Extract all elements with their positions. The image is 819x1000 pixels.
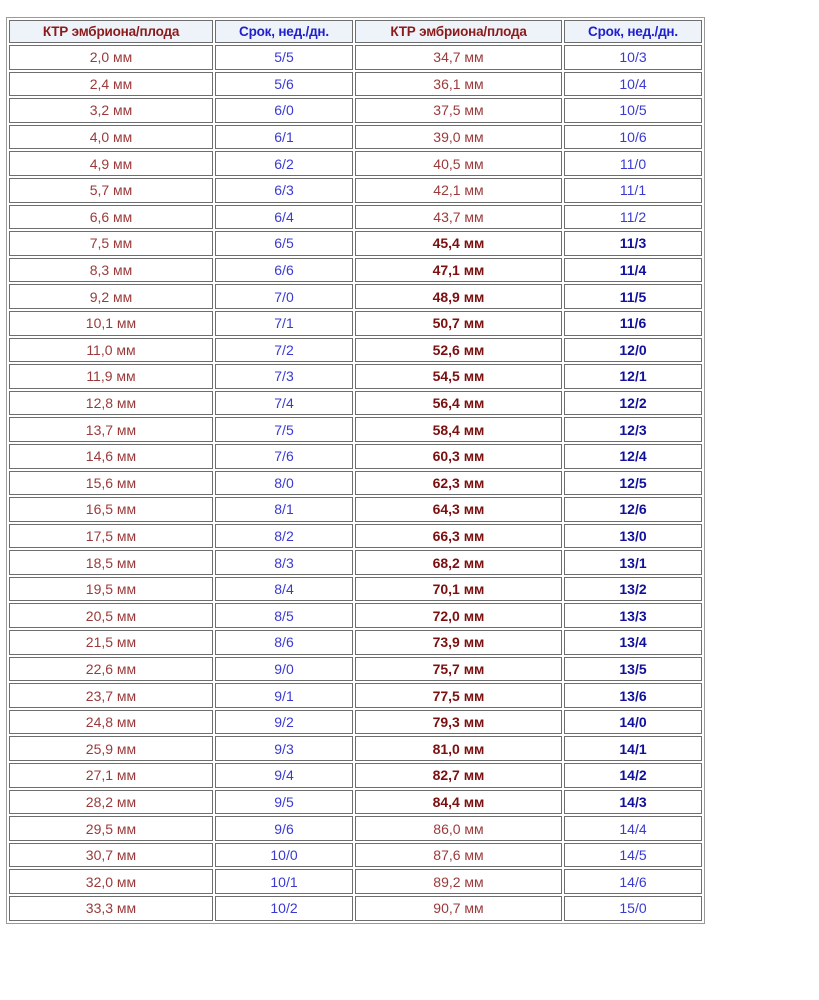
cell-term-left: 10/0 [215,843,353,868]
cell-ktr-right: 42,1 мм [355,178,562,203]
table-row [9,151,702,176]
cell-ktr-left: 11,9 мм [9,364,213,389]
cell-term-left: 7/0 [215,284,353,309]
table-row [9,790,702,815]
cell-term-left: 6/2 [215,151,353,176]
cell-ktr-right: 56,4 мм [355,391,562,416]
cell-ktr-right: 39,0 мм [355,125,562,150]
table-row [9,311,702,336]
cell-ktr-left: 17,5 мм [9,524,213,549]
cell-ktr-right: 43,7 мм [355,205,562,230]
cell-ktr-right: 62,3 мм [355,471,562,496]
cell-term-right: 13/1 [564,550,702,575]
table-row [9,736,702,761]
header-term-left: Срок, нед./дн. [215,20,353,43]
table-row [9,364,702,389]
cell-ktr-left: 11,0 мм [9,338,213,363]
cell-term-left: 8/3 [215,550,353,575]
cell-ktr-right: 36,1 мм [355,72,562,97]
table-row [9,72,702,97]
cell-ktr-left: 12,8 мм [9,391,213,416]
cell-term-left: 6/4 [215,205,353,230]
cell-ktr-left: 23,7 мм [9,683,213,708]
cell-term-left: 10/1 [215,869,353,894]
cell-term-left: 6/0 [215,98,353,123]
cell-ktr-left: 19,5 мм [9,577,213,602]
cell-ktr-right: 87,6 мм [355,843,562,868]
table-row [9,231,702,256]
table-row [9,471,702,496]
cell-term-left: 5/5 [215,45,353,70]
cell-term-left: 7/1 [215,311,353,336]
cell-term-left: 9/4 [215,763,353,788]
table-body [9,45,702,921]
cell-term-right: 12/0 [564,338,702,363]
table-row [9,896,702,921]
cell-term-left: 8/0 [215,471,353,496]
cell-term-right: 11/6 [564,311,702,336]
cell-term-left: 8/6 [215,630,353,655]
cell-ktr-left: 27,1 мм [9,763,213,788]
cell-term-left: 7/5 [215,417,353,442]
cell-term-right: 11/1 [564,178,702,203]
table-row [9,657,702,682]
table-row [9,497,702,522]
cell-term-left: 6/3 [215,178,353,203]
cell-term-right: 14/5 [564,843,702,868]
cell-term-right: 14/3 [564,790,702,815]
cell-ktr-left: 33,3 мм [9,896,213,921]
cell-term-left: 6/6 [215,258,353,283]
cell-ktr-right: 45,4 мм [355,231,562,256]
cell-ktr-left: 4,9 мм [9,151,213,176]
table-row [9,417,702,442]
cell-ktr-right: 82,7 мм [355,763,562,788]
cell-term-left: 7/3 [215,364,353,389]
ktr-table-container [6,17,705,924]
cell-term-right: 12/5 [564,471,702,496]
cell-ktr-right: 86,0 мм [355,816,562,841]
table-row [9,284,702,309]
table-row [9,45,702,70]
cell-ktr-left: 2,0 мм [9,45,213,70]
cell-term-right: 14/6 [564,869,702,894]
cell-ktr-right: 90,7 мм [355,896,562,921]
cell-term-left: 8/4 [215,577,353,602]
cell-term-left: 8/2 [215,524,353,549]
cell-ktr-left: 24,8 мм [9,710,213,735]
table-header [9,20,702,43]
cell-term-right: 11/0 [564,151,702,176]
cell-term-left: 9/2 [215,710,353,735]
cell-ktr-left: 21,5 мм [9,630,213,655]
cell-ktr-right: 37,5 мм [355,98,562,123]
cell-term-left: 7/2 [215,338,353,363]
header-ktr-left: КТР эмбриона/плода [9,20,213,43]
cell-term-right: 10/3 [564,45,702,70]
cell-ktr-right: 89,2 мм [355,869,562,894]
cell-ktr-left: 3,2 мм [9,98,213,123]
cell-ktr-left: 9,2 мм [9,284,213,309]
table-row [9,550,702,575]
cell-ktr-left: 22,6 мм [9,657,213,682]
cell-ktr-left: 10,1 мм [9,311,213,336]
table-row [9,843,702,868]
table-row [9,444,702,469]
cell-ktr-right: 75,7 мм [355,657,562,682]
cell-ktr-right: 34,7 мм [355,45,562,70]
table-row [9,603,702,628]
cell-term-right: 13/3 [564,603,702,628]
cell-ktr-left: 8,3 мм [9,258,213,283]
cell-ktr-right: 58,4 мм [355,417,562,442]
cell-term-left: 9/1 [215,683,353,708]
cell-term-right: 14/2 [564,763,702,788]
cell-ktr-right: 81,0 мм [355,736,562,761]
cell-ktr-left: 13,7 мм [9,417,213,442]
table-row [9,577,702,602]
cell-term-left: 9/0 [215,657,353,682]
cell-ktr-left: 5,7 мм [9,178,213,203]
cell-ktr-right: 48,9 мм [355,284,562,309]
cell-ktr-right: 50,7 мм [355,311,562,336]
cell-ktr-left: 14,6 мм [9,444,213,469]
cell-ktr-left: 20,5 мм [9,603,213,628]
cell-ktr-left: 32,0 мм [9,869,213,894]
cell-term-right: 12/4 [564,444,702,469]
cell-ktr-right: 54,5 мм [355,364,562,389]
header-row [9,20,702,43]
cell-ktr-right: 60,3 мм [355,444,562,469]
cell-ktr-right: 70,1 мм [355,577,562,602]
cell-ktr-left: 16,5 мм [9,497,213,522]
cell-term-right: 14/1 [564,736,702,761]
table-row [9,391,702,416]
cell-term-right: 13/2 [564,577,702,602]
cell-term-left: 8/5 [215,603,353,628]
cell-ktr-left: 15,6 мм [9,471,213,496]
cell-ktr-left: 28,2 мм [9,790,213,815]
table-row [9,683,702,708]
cell-ktr-left: 30,7 мм [9,843,213,868]
cell-ktr-right: 64,3 мм [355,497,562,522]
table-row [9,98,702,123]
cell-term-right: 13/4 [564,630,702,655]
table-row [9,816,702,841]
cell-term-left: 7/6 [215,444,353,469]
cell-term-left: 5/6 [215,72,353,97]
table-row [9,710,702,735]
cell-ktr-right: 84,4 мм [355,790,562,815]
cell-term-right: 12/6 [564,497,702,522]
cell-term-right: 12/2 [564,391,702,416]
ktr-gestational-age-table [6,17,705,924]
cell-ktr-right: 52,6 мм [355,338,562,363]
cell-ktr-left: 7,5 мм [9,231,213,256]
cell-term-left: 6/1 [215,125,353,150]
cell-ktr-left: 6,6 мм [9,205,213,230]
cell-term-right: 11/4 [564,258,702,283]
table-row [9,763,702,788]
cell-term-left: 7/4 [215,391,353,416]
table-row [9,630,702,655]
table-row [9,869,702,894]
cell-ktr-right: 77,5 мм [355,683,562,708]
cell-term-right: 10/6 [564,125,702,150]
header-ktr-right: КТР эмбриона/плода [355,20,562,43]
cell-term-right: 12/1 [564,364,702,389]
cell-ktr-right: 47,1 мм [355,258,562,283]
table-row [9,125,702,150]
cell-ktr-left: 25,9 мм [9,736,213,761]
header-term-right: Срок, нед./дн. [564,20,702,43]
cell-ktr-left: 2,4 мм [9,72,213,97]
table-row [9,205,702,230]
cell-term-right: 10/5 [564,98,702,123]
cell-term-left: 9/3 [215,736,353,761]
cell-term-right: 12/3 [564,417,702,442]
cell-term-right: 13/6 [564,683,702,708]
cell-ktr-right: 40,5 мм [355,151,562,176]
cell-term-left: 8/1 [215,497,353,522]
cell-ktr-right: 68,2 мм [355,550,562,575]
cell-ktr-right: 79,3 мм [355,710,562,735]
cell-term-right: 11/3 [564,231,702,256]
cell-term-left: 6/5 [215,231,353,256]
cell-term-right: 13/5 [564,657,702,682]
cell-term-left: 10/2 [215,896,353,921]
cell-term-left: 9/5 [215,790,353,815]
cell-term-right: 10/4 [564,72,702,97]
cell-ktr-left: 4,0 мм [9,125,213,150]
cell-term-right: 11/5 [564,284,702,309]
table-row [9,524,702,549]
table-row [9,178,702,203]
table-row [9,338,702,363]
cell-ktr-left: 18,5 мм [9,550,213,575]
cell-term-right: 15/0 [564,896,702,921]
cell-term-right: 14/0 [564,710,702,735]
table-row [9,258,702,283]
cell-ktr-right: 73,9 мм [355,630,562,655]
cell-term-right: 14/4 [564,816,702,841]
cell-ktr-right: 66,3 мм [355,524,562,549]
cell-ktr-right: 72,0 мм [355,603,562,628]
cell-ktr-left: 29,5 мм [9,816,213,841]
cell-term-left: 9/6 [215,816,353,841]
cell-term-right: 13/0 [564,524,702,549]
cell-term-right: 11/2 [564,205,702,230]
